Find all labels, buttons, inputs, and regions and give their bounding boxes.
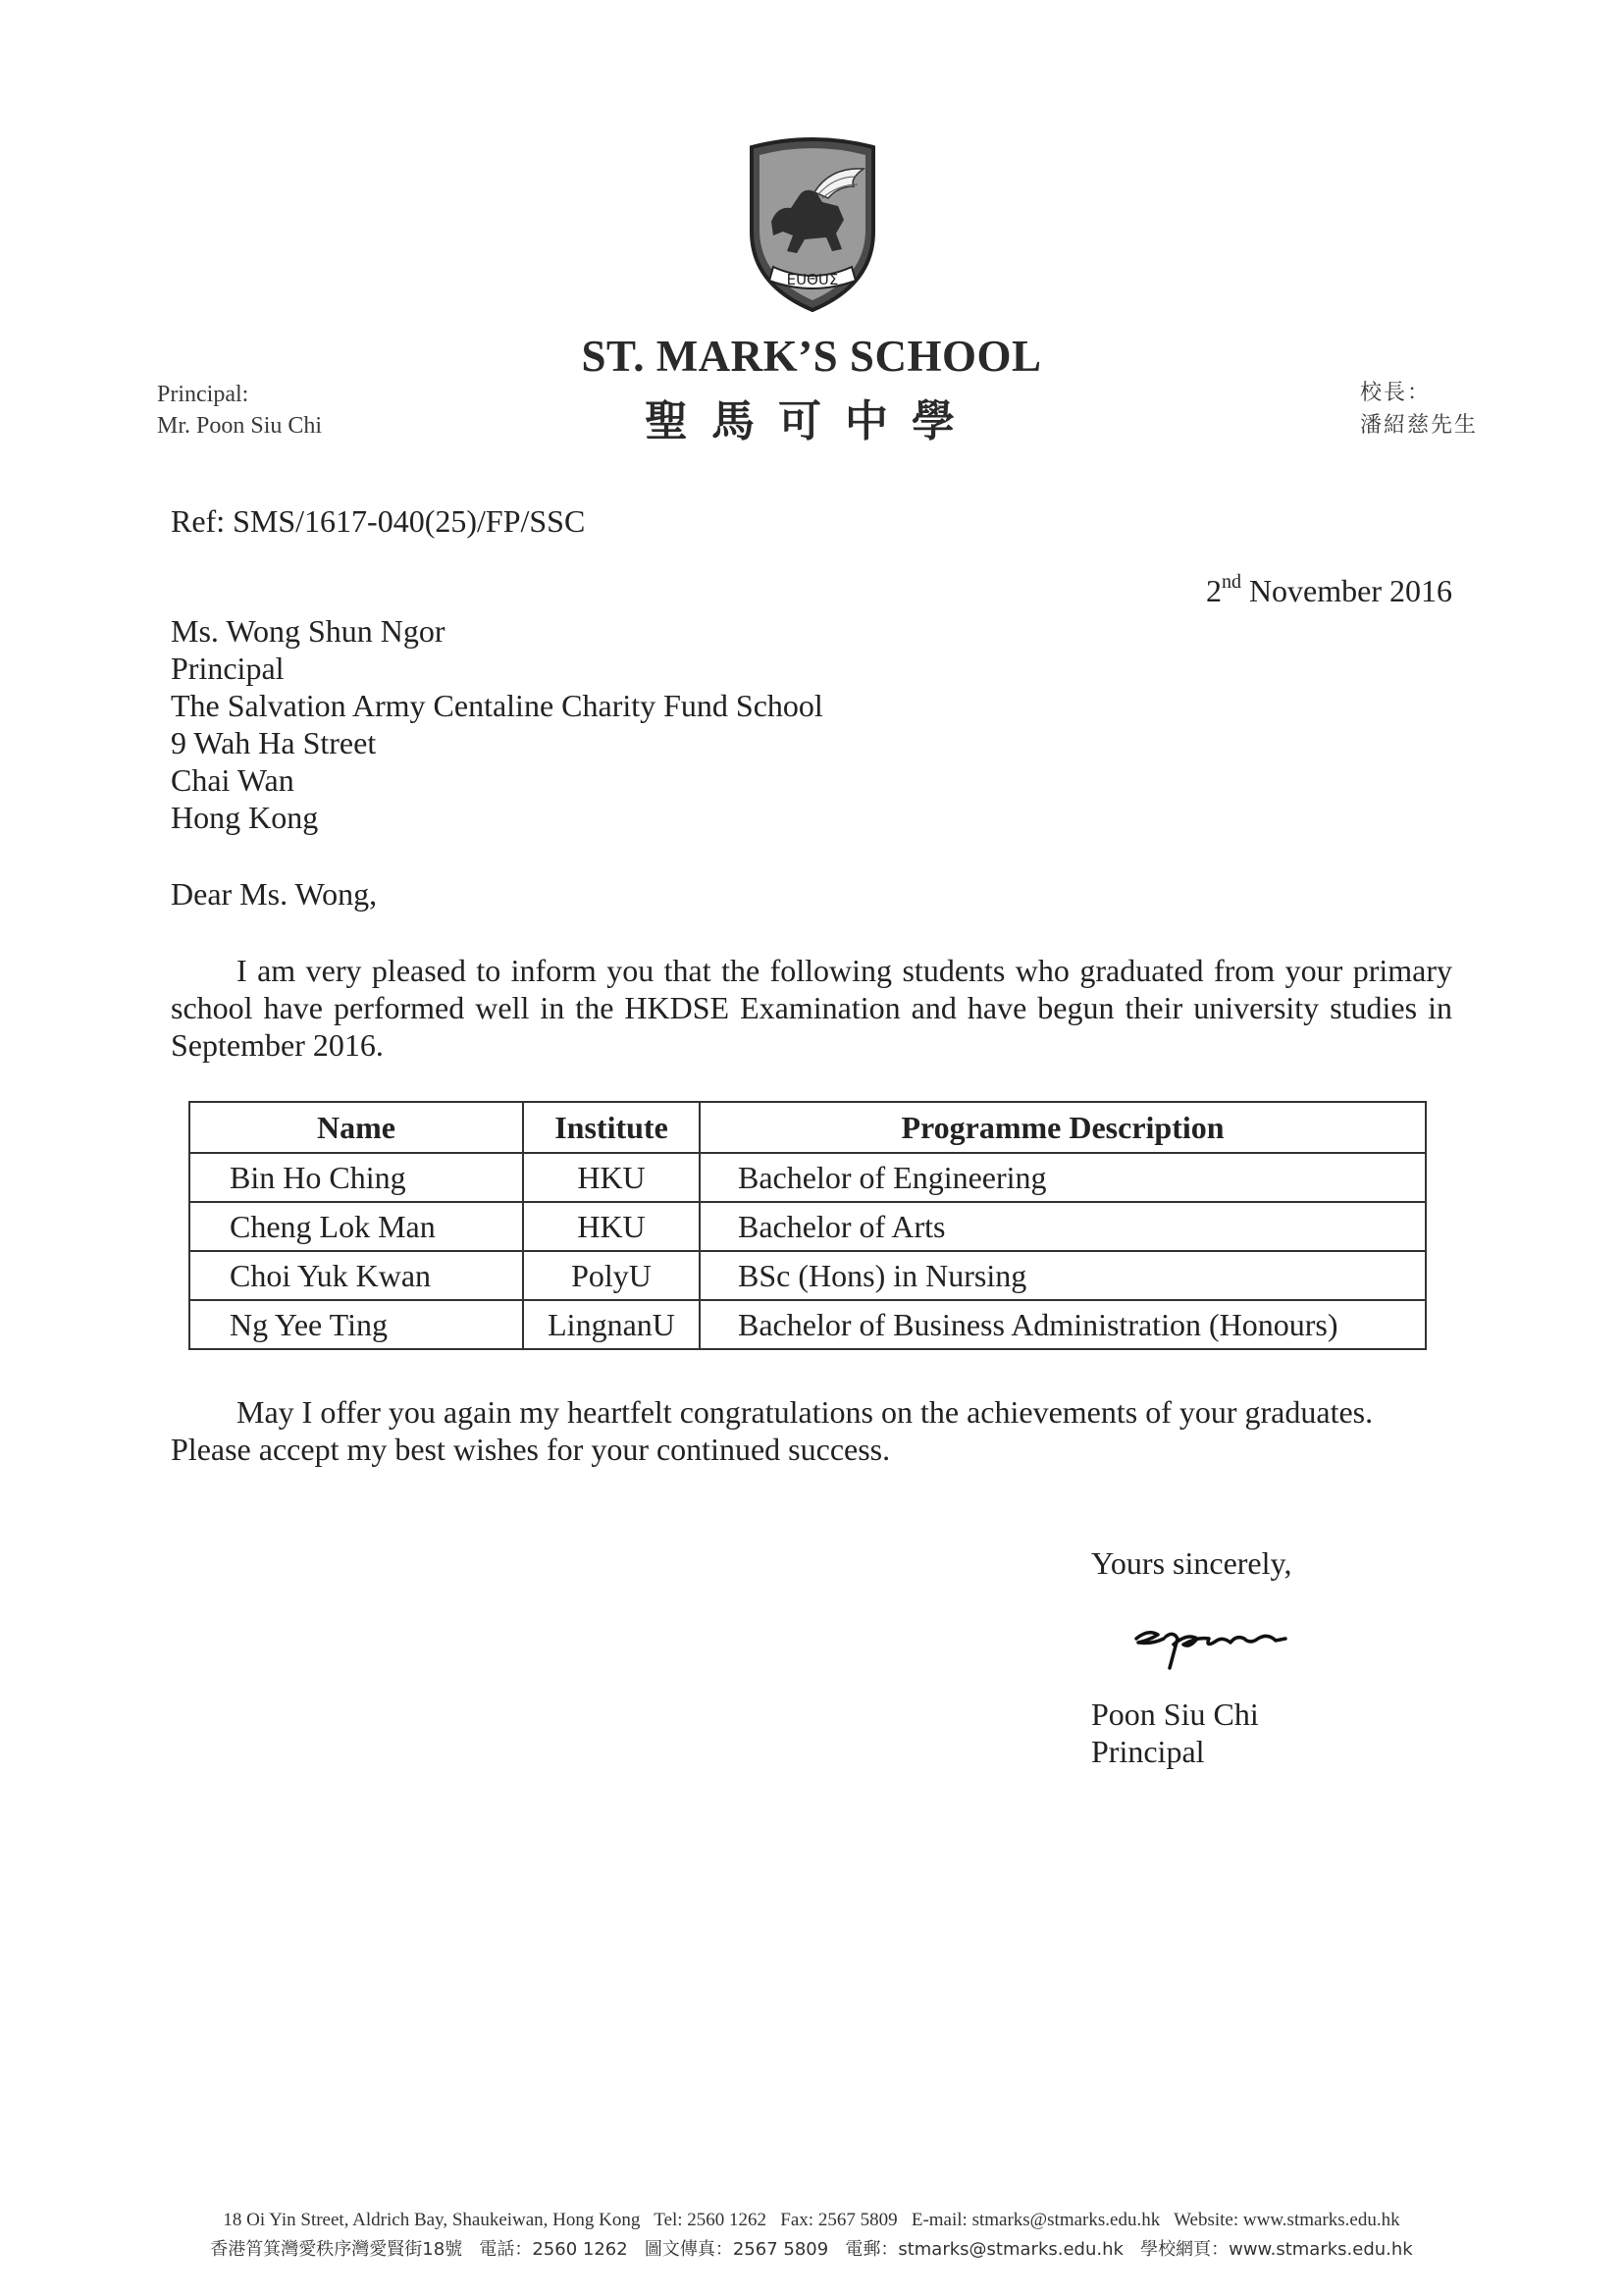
- table-row: [189, 1202, 1426, 1251]
- student-institute: PolyU: [523, 1251, 700, 1300]
- table-header-row: [189, 1102, 1426, 1153]
- date-suffix: nd: [1221, 571, 1241, 594]
- student-name: Bin Ho Ching: [189, 1153, 523, 1202]
- header-institute: Institute: [523, 1102, 700, 1153]
- address-line: 9 Wah Ha Street: [171, 725, 377, 760]
- closing: Yours sincerely,: [1091, 1545, 1292, 1581]
- letter-date: [1206, 572, 1452, 609]
- table-row: [189, 1300, 1426, 1349]
- principal-name-en: Mr. Poon Siu Chi: [157, 413, 323, 439]
- address-line: Chai Wan: [171, 762, 294, 798]
- principal-label-en: Principal:: [157, 382, 249, 407]
- reference-number: Ref: SMS/1617-040(25)/FP/SSC: [171, 503, 586, 539]
- footer-contact-en: 18 Oi Yin Street, Aldrich Bay, Shaukeiwan, Hong Kong Tel: 2560 1262 Fax: 2567 5809 E-mail: stmarks@stmarks.edu.hk Website: www.stmarks.edu.hk: [223, 2210, 1400, 2230]
- recipient-address: [171, 612, 823, 836]
- signer-block: [1091, 1696, 1259, 1770]
- footer-contact-zh: 香港筲箕灣愛秩序灣愛賢街18號 電話：2560 1262 圖文傳真：2567 5809 電郵：stmarks@stmarks.edu.hk 學校網頁：www.stmarks.edu.hk: [210, 2239, 1413, 2260]
- student-institute: HKU: [523, 1202, 700, 1251]
- student-name: Ng Yee Ting: [189, 1300, 523, 1349]
- student-institute: HKU: [523, 1153, 700, 1202]
- salutation: Dear Ms. Wong,: [171, 876, 378, 912]
- date-day: 2: [1205, 573, 1222, 608]
- school-name-zh: 聖馬可中學: [645, 396, 978, 446]
- graduates-table: [188, 1101, 1427, 1350]
- student-programme: Bachelor of Business Administration (Honours): [700, 1300, 1426, 1349]
- header-name: Name: [189, 1102, 523, 1153]
- intro-paragraph: I am very pleased to inform you that the following students who graduated from your primary school have performed well in the HKDSE Examination and have begun their university studies in September 2016.: [171, 953, 1452, 1063]
- signer-name: Poon Siu Chi: [1091, 1696, 1259, 1732]
- crest-motto: EUΘUΣ: [786, 271, 839, 288]
- student-name: Choi Yuk Kwan: [189, 1251, 523, 1300]
- address-line: The Salvation Army Centaline Charity Fund School: [171, 688, 823, 723]
- table-row: [189, 1251, 1426, 1300]
- principal-label-zh: 校長：: [1360, 381, 1432, 405]
- principal-block-en: [157, 379, 322, 442]
- principal-name-zh: 潘紹慈先生: [1360, 413, 1479, 438]
- address-line: Principal: [171, 651, 285, 686]
- signer-title: Principal: [1091, 1734, 1205, 1769]
- address-line: Hong Kong: [171, 800, 319, 835]
- school-crest-logo: [744, 137, 881, 314]
- address-line: Ms. Wong Shun Ngor: [171, 613, 445, 649]
- student-name: Cheng Lok Man: [189, 1202, 523, 1251]
- school-name-en: ST. MARK’S SCHOOL: [581, 332, 1042, 381]
- header-programme: Programme Description: [700, 1102, 1426, 1153]
- date-month-year: November 2016: [1240, 573, 1452, 608]
- student-programme: Bachelor of Arts: [700, 1202, 1426, 1251]
- student-institute: LingnanU: [523, 1300, 700, 1349]
- signature: [1128, 1609, 1325, 1678]
- principal-block-zh: [1360, 377, 1478, 442]
- congratulations-paragraph: May I offer you again my heartfelt congratulations on the achievements of your graduates. Please accept my best wishes for your continued success.: [171, 1394, 1374, 1467]
- table-row: [189, 1153, 1426, 1202]
- student-programme: BSc (Hons) in Nursing: [700, 1251, 1426, 1300]
- student-programme: Bachelor of Engineering: [700, 1153, 1426, 1202]
